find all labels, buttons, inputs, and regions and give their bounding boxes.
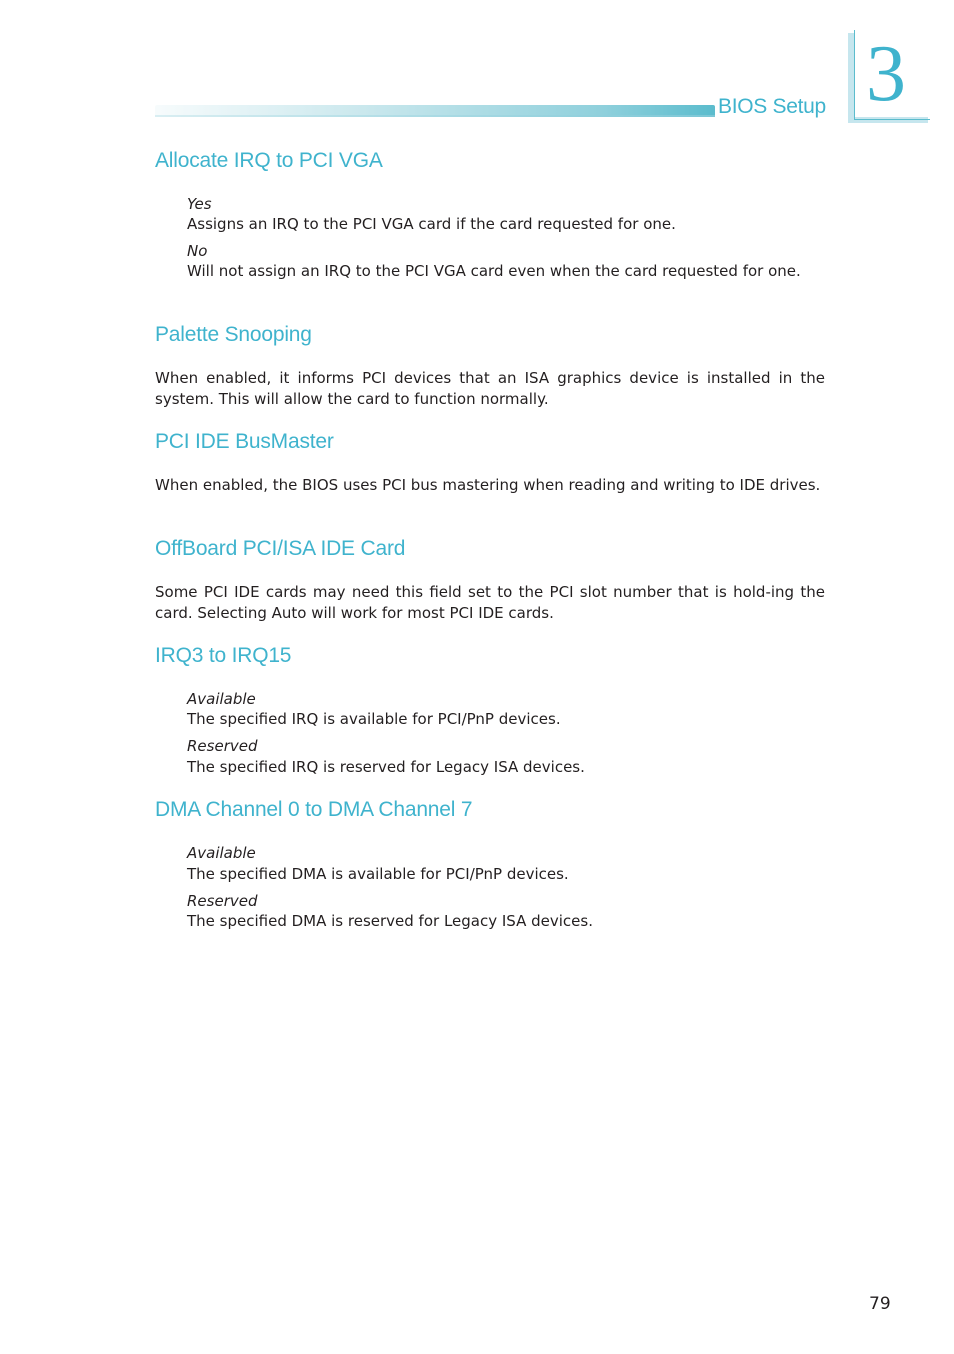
- section-heading: Allocate IRQ to PCI VGA: [155, 149, 383, 172]
- page-number: 79: [869, 1294, 891, 1314]
- header-rule: [155, 115, 715, 117]
- option-name: Available: [187, 690, 256, 708]
- option-description: The specified IRQ is available for PCI/PnP devices.: [187, 710, 561, 728]
- option-description: The specified DMA is reserved for Legacy ISA devices.: [187, 912, 593, 930]
- option-description: Assigns an IRQ to the PCI VGA card if the card requested for one.: [187, 215, 676, 233]
- option-name: Reserved: [187, 892, 258, 910]
- section-heading: DMA Channel 0 to DMA Channel 7: [155, 798, 473, 821]
- option-name: Reserved: [187, 737, 258, 755]
- section-heading: PCI IDE BusMaster: [155, 430, 334, 453]
- chapter-number: 3: [866, 30, 906, 118]
- option-description: The specified IRQ is reserved for Legacy ISA devices.: [187, 758, 585, 776]
- section-body: Some PCI IDE cards may need this field set to the PCI slot number that is hold-ing the card. Selecting Auto will work for most PCI IDE cards.: [155, 583, 825, 622]
- section-heading: Palette Snooping: [155, 323, 312, 346]
- section-body: When enabled, the BIOS uses PCI bus mastering when reading and writing to IDE drives.: [155, 476, 821, 494]
- section-heading: IRQ3 to IRQ15: [155, 644, 292, 667]
- option-name: No: [187, 242, 208, 260]
- section-body: When enabled, it informs PCI devices that an ISA graphics device is installed in the system. This will allow the card to function normally.: [155, 369, 825, 408]
- running-header-title: BIOS Setup: [718, 95, 826, 118]
- option-name: Available: [187, 844, 256, 862]
- option-description: The specified DMA is available for PCI/PnP devices.: [187, 865, 569, 883]
- option-name: Yes: [187, 195, 212, 213]
- section-heading: OffBoard PCI/ISA IDE Card: [155, 537, 406, 560]
- option-description: Will not assign an IRQ to the PCI VGA card even when the card requested for one.: [187, 262, 801, 280]
